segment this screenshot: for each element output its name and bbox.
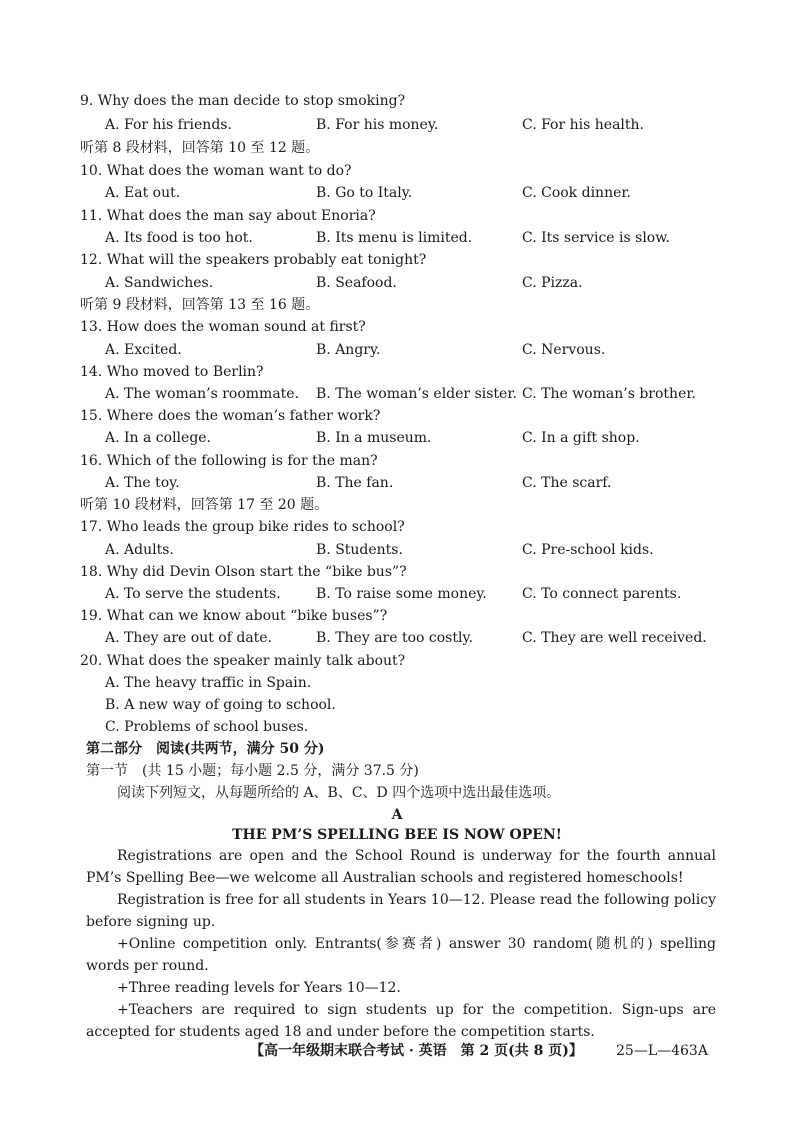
paragraph: +Online competition only. Entrants(参赛者) answer 30 random(随机的) spelling words per round. <box>86 936 716 974</box>
option-a: A. They are out of date. <box>105 630 273 646</box>
passage-letter: A <box>391 807 403 823</box>
passage-title: THE PM’S SPELLING BEE IS NOW OPEN! <box>232 827 562 843</box>
option-a: A. Eat out. <box>105 185 181 201</box>
option-c: C. Pizza. <box>522 275 583 291</box>
paragraph: Registrations are open and the School Round is underway for the fourth annual PM’s Spelling Bee—we welcome all Australian schools and registered homeschools! <box>86 848 716 886</box>
option-b: B. In a museum. <box>316 430 432 446</box>
section-9-instruction: 听第 9 段材料，回答第 13 至 16 题。 <box>80 297 320 313</box>
option-a: A. Sandwiches. <box>105 275 214 291</box>
question-16: 16. Which of the following is for the man? <box>80 453 378 469</box>
option-a: A. Adults. <box>105 542 174 558</box>
question-19: 19. What can we know about “bike buses”? <box>80 608 388 624</box>
reading-instruction: 阅读下列短文，从每题所给的 A、B、C、D 四个选项中选出最佳选项。 <box>117 785 561 801</box>
option-b: B. They are too costly. <box>316 630 473 646</box>
option-c: C. Its service is slow. <box>522 230 671 246</box>
option-c: C. Pre-school kids. <box>522 542 654 558</box>
option-b: B. The woman’s elder sister. <box>316 386 517 402</box>
section-10-instruction: 听第 10 段材料，回答第 17 至 20 题。 <box>80 497 329 513</box>
paragraph: +Three reading levels for Years 10—12. <box>117 980 401 996</box>
option-b: B. Students. <box>316 542 403 558</box>
option-b: B. Go to Italy. <box>316 185 413 201</box>
question-15: 15. Where does the woman’s father work? <box>80 408 381 424</box>
option-b: B. A new way of going to school. <box>105 697 336 713</box>
exam-code: 25—L—463A <box>616 1043 708 1059</box>
option-c: C. Cook dinner. <box>522 185 631 201</box>
option-c: C. The scarf. <box>522 475 612 491</box>
option-b: B. Its menu is limited. <box>316 230 473 246</box>
option-b: B. To raise some money. <box>316 586 487 602</box>
question-13: 13. How does the woman sound at first? <box>80 319 366 335</box>
section-1-title: 第一节 (共 15 小题；每小题 2.5 分，满分 37.5 分) <box>86 763 419 779</box>
option-c: C. They are well received. <box>522 630 707 646</box>
option-a: A. Excited. <box>105 342 182 358</box>
question-10: 10. What does the woman want to do? <box>80 163 352 179</box>
question-18: 18. Why did Devin Olson start the “bike bus”? <box>80 564 407 580</box>
paragraph: +Teachers are required to sign students up for the competition. Sign-ups are accepted for students aged 18 and under before the competition starts. <box>86 1002 716 1040</box>
question-9: 9. Why does the man decide to stop smoking? <box>80 93 406 109</box>
option-b: B. Angry. <box>316 342 381 358</box>
page-footer-label: 【高一年级期末联合考试 · 英语 第 2 页(共 8 页)】 <box>250 1043 583 1059</box>
option-b: B. For his money. <box>316 117 439 133</box>
question-11: 11. What does the man say about Enoria? <box>80 208 376 224</box>
option-a: A. Its food is too hot. <box>105 230 253 246</box>
question-12: 12. What will the speakers probably eat tonight? <box>80 252 427 268</box>
question-17: 17. Who leads the group bike rides to school? <box>80 519 405 535</box>
option-a: A. The woman’s roommate. <box>105 386 300 402</box>
option-c: C. To connect parents. <box>522 586 682 602</box>
option-b: B. The fan. <box>316 475 394 491</box>
option-c: C. For his health. <box>522 117 644 133</box>
section-8-instruction: 听第 8 段材料，回答第 10 至 12 题。 <box>80 140 320 156</box>
question-20: 20. What does the speaker mainly talk about? <box>80 653 406 669</box>
paragraph: Registration is free for all students in Years 10—12. Please read the following policy before signing up. <box>86 892 716 930</box>
passage-body <box>86 845 716 1043</box>
option-a: A. For his friends. <box>105 117 232 133</box>
option-a: A. To serve the students. <box>105 586 281 602</box>
option-c: C. The woman’s brother. <box>522 386 696 402</box>
part-2-title: 第二部分 阅读(共两节，满分 50 分) <box>86 741 325 757</box>
option-c: C. Nervous. <box>522 342 606 358</box>
option-c: C. In a gift shop. <box>522 430 640 446</box>
option-a: A. The toy. <box>105 475 180 491</box>
option-c: C. Problems of school buses. <box>105 719 309 735</box>
question-14: 14. Who moved to Berlin? <box>80 364 264 380</box>
option-a: A. The heavy traffic in Spain. <box>105 675 312 691</box>
option-a: A. In a college. <box>105 430 212 446</box>
option-b: B. Seafood. <box>316 275 397 291</box>
